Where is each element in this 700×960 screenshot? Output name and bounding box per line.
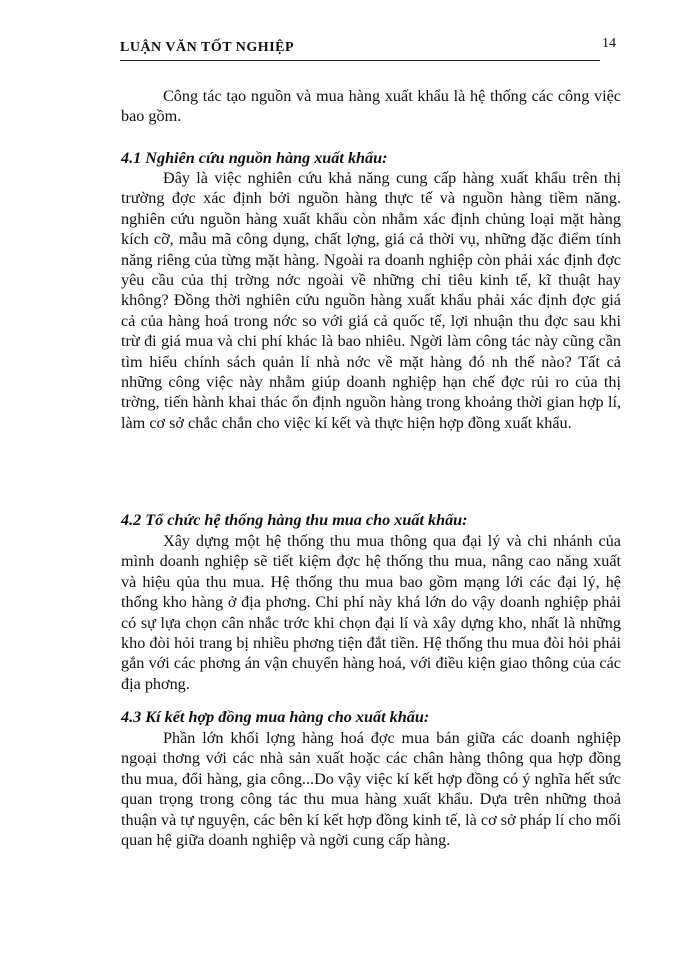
section-heading-4-2: 4.2 Tổ chức hệ thống hàng thu mua cho xuất khẩu:	[121, 511, 468, 529]
section-body-4-3: Phần lớn khối lợng hàng hoá đợc mua bán giữa các doanh nghiệp ngoại thơng với các nhà sản xuất hoặc các chân hàng thông qua hợp đồng thu mua, đổi hàng, gia công...Do vậy việc kí kết hợp đồng có ý nghĩa hết sức quan trọng trong công tác thu mua hàng xuất khẩu. Dựa trên những thoả thuận và tự nguyện, các bên kí kết hợp đồng kinh tế, là cơ sở pháp lí cho mối quan hệ giữa doanh nghiệp và ngời cung cấp hàng.	[121, 729, 621, 850]
section-body-4-1: Đây là việc nghiên cứu khả năng cung cấp hàng xuất khẩu trên thị trường đợc xác định bởi nguồn hàng thực tế và nguồn hàng tiềm năng. nghiên cứu nguồn hàng xuất khẩu còn nhằm xác định chủng loại mặt hàng kích cỡ, mẫu mã công dụng, chất lợng, giá cả thời vụ, những đặc điểm tính năng riêng của từng mặt hàng. Ngoài ra doanh nghiệp còn phải xác định đợc yêu cầu của thị trờng nớc ngoài về những chỉ tiêu kinh tế, kĩ thuật hay không? Đồng thời nghiên cứu nguồn hàng xuất khẩu phải xác định đợc giá cả của hàng hoá trong nớc so với giá cả quốc tế, lợi nhuận thu đợc sau khi trừ đi giá mua và chi phí khác là bao nhiêu. Ngời làm công tác này cũng cần tìm hiểu chính sách quản lí nhà nớc về mặt hàng đó nh thế nào? Tất cả những công việc này nhằm giúp doanh nghiệp hạn chế đợc rủi ro của thị trờng, tiến hành khai thác ổn định nguồn hàng trong khoảng thời gian hợp lí, làm cơ sở chắc chắn cho việc kí kết và thực hiện hợp đồng xuất khẩu.	[121, 169, 621, 432]
section-heading-4-1: 4.1 Nghiên cứu nguồn hàng xuất khẩu:	[121, 149, 388, 167]
page-number: 14	[602, 36, 616, 51]
section-body-4-2: Xây dựng một hệ thống thu mua thông qua đại lý và chi nhánh của mình doanh nghiệp sẽ tiết kiệm đợc hệ thống thu mua, nâng cao năng xuất và hiệu qủa thu mua. Hệ thống thu mua bao gồm mạng lới các đại lý, hệ thống kho hàng ở địa phơng. Chi phí này khá lớn do vậy doanh nghiệp phải có sự lựa chọn cân nhắc trớc khi chọn đại lí và xây dựng kho, nhất là những kho đòi hỏi trang bị nhiều phơng tiện đắt tiền. Hệ thống thu mua đòi hỏi phải gắn với các phơng án vận chuyển hàng hoá, với điều kiện giao thông của các địa phơng.	[121, 532, 621, 693]
intro-paragraph: Công tác tạo nguồn và mua hàng xuất khẩu là hệ thống các công việc bao gồm.	[121, 87, 621, 126]
page-header	[120, 36, 616, 61]
section-heading-4-3: 4.3 Kí kết hợp đồng mua hàng cho xuất khẩu:	[121, 708, 430, 726]
header-title: LUẬN VĂN TỐT NGHIỆP	[120, 40, 295, 55]
